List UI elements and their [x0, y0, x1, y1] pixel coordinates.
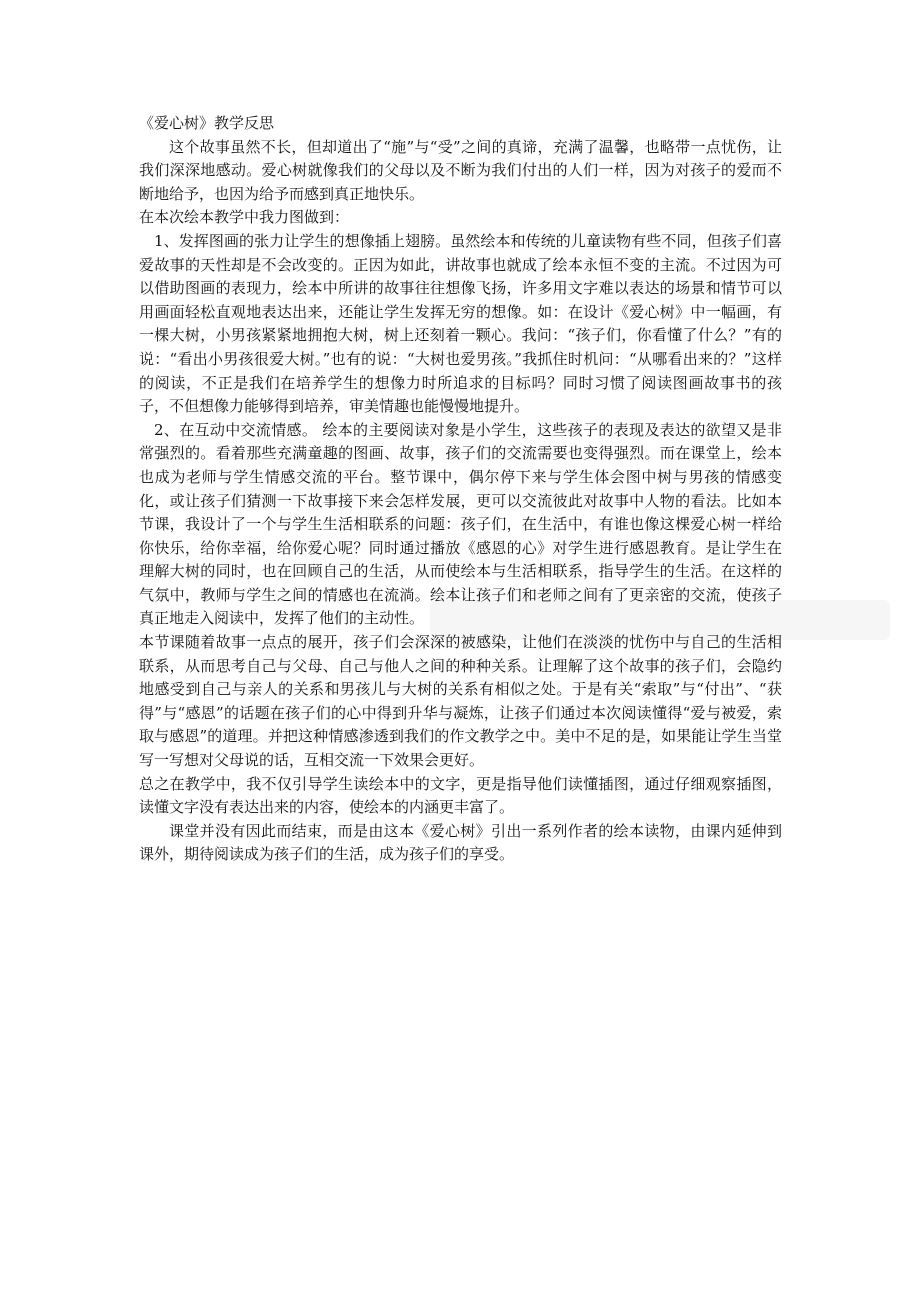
document-title: 《爱心树》教学反思: [139, 114, 275, 132]
paragraph-extension: 课堂并没有因此而结束，而是由这本《爱心树》引出一系列作者的绘本读物，由课内延伸到课外，期待阅读成为孩子们的生活，成为孩子们的享受。: [139, 821, 782, 864]
paragraph-lesson-summary: 本节课随着故事一点点的展开，孩子们会深深的被感染，让他们在淡淡的忧伤中与自己的生活相联系，从而思考自己与父母、自己与他人之间的种种关系。让理解了这个故事的孩子们，会隐约地感受到自己与亲人的关系和男孩儿与大树的关系有相似之处。于是有关“索取”与“付出”、“获得”与“感恩”的话题在孩子们的心中得到升华与凝炼，让孩子们通过本次阅读懂得“爱与被爱，索取与感恩”的道理。并把这种情感渗透到我们的作文教学之中。美中不足的是，如果能让学生当堂写一写想对父母说的话，互相交流一下效果会更好。: [139, 633, 782, 770]
paragraph-intro: 这个故事虽然不长，但却道出了“施”与“受”之间的真谛，充满了温馨，也略带一点忧伤，让我们深深地感动。爱心树就像我们的父母以及不断为我们付出的人们一样，因为对孩子的爱而不断地给予，也因为给予而感到真正地快乐。: [139, 137, 782, 203]
paragraph-point-2: 2、在互动中交流情感。 绘本的主要阅读对象是小学生，这些孩子的表现及表达的欲望又是非常强烈的。看着那些充满童趣的图画、故事，孩子们的交流需要也变得强烈。而在课堂上，绘本也成为老师与学生情感交流的平台。整节课中，偶尔停下来与学生体会图中树与男孩的情感变化，或让孩子们猜测一下故事接下来会怎样发展，更可以交流彼此对故事中人物的看法。比如本节课，我设计了一个与学生生活相联系的问题：孩子们，在生活中，有谁也像这棵爱心树一样给你快乐，给你幸福，给你爱心呢？同时通过播放《感恩的心》对学生进行感恩教育。是让学生在理解大树的同时，也在回顾自己的生活，从而使绘本与生活相联系，指导学生的生活。在这样的气氛中，教师与学生之间的情感也在流淌。绘本让孩子们和老师之间有了更亲密的交流，使孩子真正地走入阅读中，发挥了他们的主动性。: [139, 420, 782, 628]
paragraph-conclusion: 总之在教学中，我不仅引导学生读绘本中的文字，更是指导他们读懂插图，通过仔细观察插图，读懂文字没有表达出来的内容，使绘本的内涵更丰富了。: [139, 774, 782, 817]
paragraph-point-1: 1、发挥图画的张力让学生的想像插上翅膀。虽然绘本和传统的儿童读物有些不同，但孩子们喜爱故事的天性却是不会改变的。正因为如此，讲故事也就成了绘本永恒不变的主流。不过因为可以借助图画的表现力，绘本中所讲的故事往往想像飞扬，许多用文字难以表达的场景和情节可以用画面轻松直观地表达出来，还能让学生发挥无穷的想像。如：在设计《爱心树》中一幅画，有一棵大树，小男孩紧紧地拥抱大树，树上还刻着一颗心。我问：“孩子们，你看懂了什么？”有的说：“看出小男孩很爱大树。”也有的说：“大树也爱男孩。”我抓住时机问：“从哪看出来的？”这样的阅读，不正是我们在培养学生的想像力时所追求的目标吗？同时习惯了阅读图画故事书的孩子，不但想像力能够得到培养，审美情趣也能慢慢地提升。: [139, 231, 782, 416]
paragraph-goals-heading: 在本次绘本教学中我力图做到：: [139, 208, 350, 227]
document-body: [139, 112, 782, 867]
